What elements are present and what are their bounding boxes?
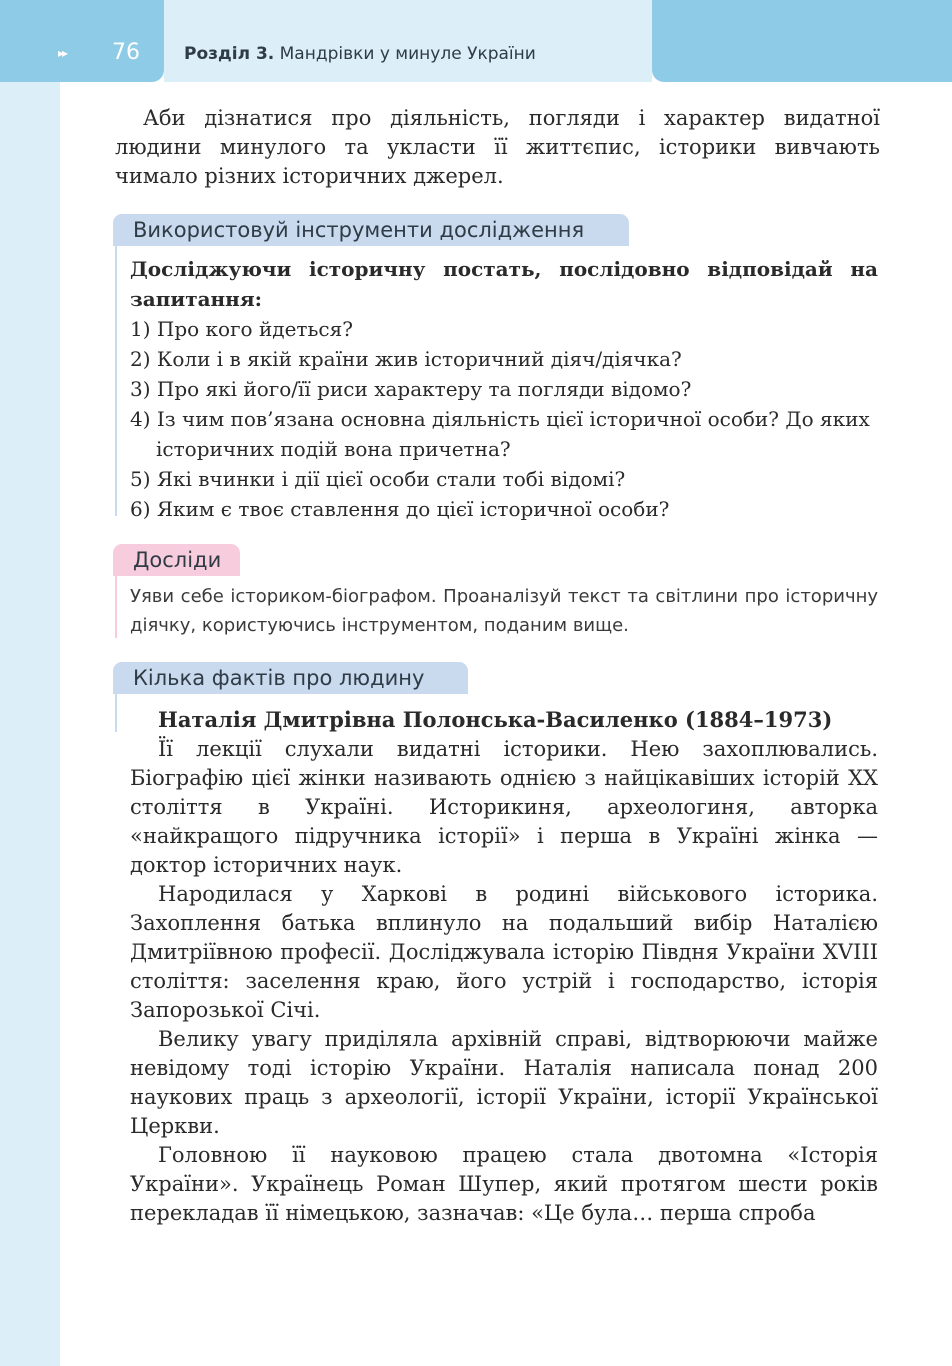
facts-paragraph: Велику увагу приділяла архівній справі, відтворюючи майже невідому тоді історію України. Наталія написала понад 200 наукових праць з археології, історії України, історії Української Церкви. bbox=[130, 1027, 878, 1138]
section-title: Мандрівки у минуле України bbox=[274, 44, 536, 64]
explore-box-title: Досліди bbox=[113, 544, 240, 576]
tools-box-body bbox=[130, 254, 878, 524]
person-heading: Наталія Дмитрівна Полонська-Василенко (1884–1973) bbox=[158, 707, 833, 732]
tools-box-title: Використовуй інструменти дослідження bbox=[113, 214, 629, 246]
facts-body bbox=[130, 705, 878, 1228]
facts-paragraph: Її лекції слухали видатні історики. Нею захоплювались. Біографію цієї жінки називають однією з найцікавіших історій XX століття в Україні. Историкиня, археологиня, авторка «найкращого підручника історії» і перша в Україні жінка — доктор історичних наук. bbox=[130, 737, 878, 877]
facts-paragraph: Головною її науковою працею стала двотомна «Історія України». Українець Роман Шупер, який протягом шести років перекладав її німецькою, зазначав: «Це була… перша спроба bbox=[130, 1143, 878, 1225]
tools-lead: Досліджуючи історичну постать, послідовно відповідай на запитання: bbox=[130, 257, 878, 311]
question-item: 5) Які вчинки і дії цієї особи стали тобі відомі? bbox=[130, 467, 626, 491]
header-band bbox=[164, 0, 652, 82]
header-right-tab bbox=[652, 0, 952, 82]
question-item: 2) Коли і в якій країни жив історичний діяч/діячка? bbox=[130, 347, 682, 371]
tools-box-rule bbox=[115, 246, 117, 516]
question-item: 4) Із чим пов’язана основна діяльність цієї історичної особи? До яких історичних подій вона причетна? bbox=[130, 407, 870, 461]
running-head bbox=[184, 44, 536, 64]
intro-paragraph: Аби дізнатися про діяльність, погляди і характер видатної людини минулого та укласти її життєпис, історики вивчають чимало різних історичних джерел. bbox=[115, 106, 880, 188]
facts-box-title: Кілька фактів про людину bbox=[113, 662, 468, 694]
section-label: Розділ 3. bbox=[184, 44, 275, 64]
question-item: 6) Яким є твоє ставлення до цієї історичної особи? bbox=[130, 497, 670, 521]
facts-paragraph: Народилася у Харкові в родині військового історика. Захоплення батька вплинуло на подальший вибір Наталією Дмитріївною професії. Досліджувала історію Півдня України XVIII століття: заселення краю, його устрій і господарство, історія Запорозької Січі. bbox=[130, 882, 878, 1022]
question-item: 1) Про кого йдеться? bbox=[130, 317, 353, 341]
facts-box-rule bbox=[115, 694, 117, 732]
double-arrow-icon: ▸▸ bbox=[58, 46, 67, 60]
explore-text: Уяви себе істориком-біографом. Проаналізуй текст та світлини про історичну діячку, користуючись інструментом, поданим вище. bbox=[130, 586, 878, 636]
page-number: 76 bbox=[112, 40, 140, 65]
question-item: 3) Про які його/її риси характеру та погляди відомо? bbox=[130, 377, 692, 401]
left-margin-strip bbox=[0, 0, 60, 1366]
explore-box-rule bbox=[115, 576, 117, 638]
